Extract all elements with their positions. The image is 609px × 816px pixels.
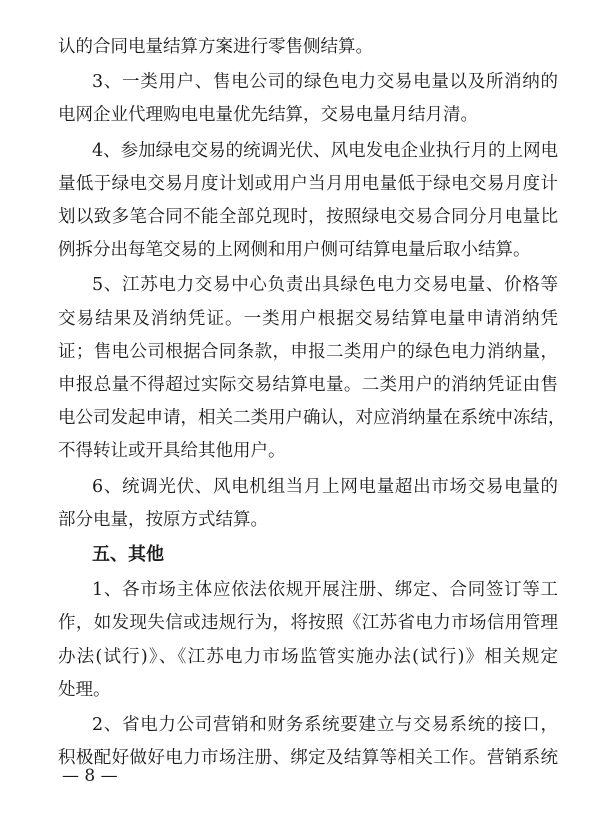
paragraph-line: 例拆分出每笔交易的上网侧和用户侧可结算电量后取小结算。 xyxy=(58,240,531,260)
paragraph-line: 2、省电力公司营销和财务系统要建立与交易系统的接口， xyxy=(92,715,558,735)
paragraph-line: 5、江苏电力交易中心负责出具绿色电力交易电量、价格等 xyxy=(92,275,558,295)
paragraph-line: 证；售电公司根据合同条款，申报二类用户的绿色电力消纳量， xyxy=(58,342,558,362)
paragraph-line: 电公司发起申请，相关二类用户确认，对应消纳量在系统中冻结， xyxy=(58,408,566,428)
page-number: — 8 — xyxy=(62,766,118,786)
paragraph-line: 量低于绿电交易月度计划或用户当月用电量低于绿电交易月度计 xyxy=(58,174,558,194)
section-heading: 五、其他 xyxy=(92,544,164,565)
paragraph-line: 划以致多笔合同不能全部兑现时，按照绿电交易合同分月电量比 xyxy=(58,207,558,227)
paragraph-line: 积极配好做好电力市场注册、绑定及结算等相关工作。营销系统 xyxy=(58,748,558,768)
paragraph-line: 部分电量，按原方式结算。 xyxy=(58,510,268,530)
paragraph-line: 不得转让或开具给其他用户。 xyxy=(58,441,286,461)
paragraph-line: 申报总量不得超过实际交易结算电量。二类用户的消纳凭证由售 xyxy=(58,375,558,395)
paragraph-line: 4、参加绿电交易的统调光伏、风电发电企业执行月的上网电 xyxy=(92,141,559,161)
paragraph-line: 作，如发现失信或违规行为，将按照《江苏省电力市场信用管理 xyxy=(58,613,558,633)
paragraph-line: 电网企业代理购电电量优先结算，交易电量月结月清。 xyxy=(58,105,478,125)
paragraph-line: 3、一类用户、售电公司的绿色电力交易电量以及所消纳的 xyxy=(92,72,558,92)
paragraph-line: 交易结果及消纳凭证。一类用户根据交易结算电量申请消纳凭 xyxy=(58,309,558,329)
paragraph-line: 1、各市场主体应依法依规开展注册、绑定、合同签订等工 xyxy=(92,580,558,600)
paragraph-line: 处理。 xyxy=(58,680,111,700)
paragraph-line: 办法(试行)》、《江苏电力市场监管实施办法(试行)》相关规定 xyxy=(58,647,558,667)
paragraph-line: 认的合同电量结算方案进行零售侧结算。 xyxy=(58,37,373,57)
paragraph-line: 6、统调光伏、风电机组当月上网电量超出市场交易电量的 xyxy=(92,477,558,497)
